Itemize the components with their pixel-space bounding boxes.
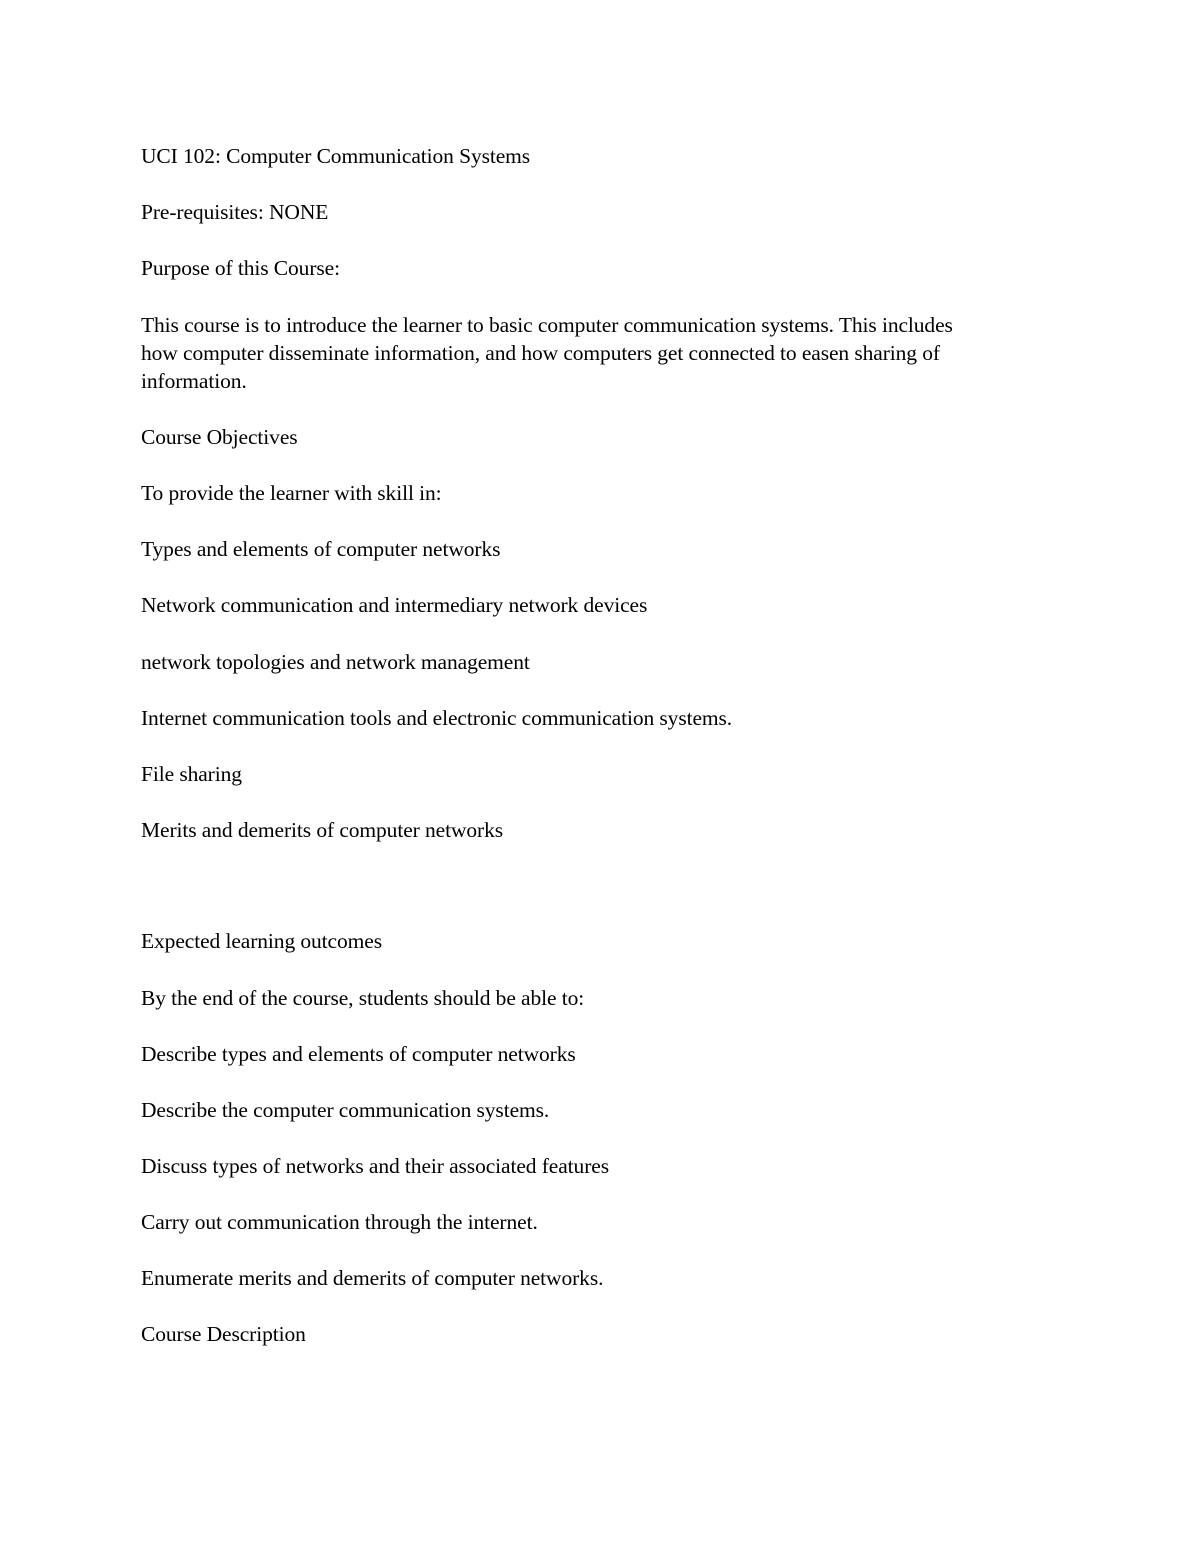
- objectives-heading: Course Objectives: [141, 425, 298, 449]
- course-title: UCI 102: Computer Communication Systems: [141, 144, 531, 168]
- objectives-intro: To provide the learner with skill in:: [141, 481, 442, 505]
- outcome-item: Discuss types of networks and their associated features: [141, 1154, 609, 1178]
- objective-item: Merits and demerits of computer networks: [141, 818, 504, 842]
- objective-item: File sharing: [141, 762, 242, 786]
- prerequisites: Pre-requisites: NONE: [141, 200, 329, 224]
- purpose-paragraph: [141, 311, 1061, 395]
- objective-item: Network communication and intermediary network devices: [141, 593, 648, 617]
- purpose-line: how computer disseminate information, and how computers get connected to easen sharing of: [141, 341, 940, 365]
- objective-item: network topologies and network management: [141, 650, 530, 674]
- objective-item: Internet communication tools and electronic communication systems.: [141, 706, 733, 730]
- outcomes-heading: Expected learning outcomes: [141, 929, 382, 953]
- objective-item: Types and elements of computer networks: [141, 537, 501, 561]
- outcome-item: Carry out communication through the internet.: [141, 1210, 538, 1234]
- description-heading: Course Description: [141, 1322, 306, 1346]
- purpose-heading: Purpose of this Course:: [141, 256, 340, 280]
- outcome-item: Enumerate merits and demerits of computer networks.: [141, 1266, 604, 1290]
- outcome-item: Describe types and elements of computer networks: [141, 1042, 576, 1066]
- outcome-item: Describe the computer communication systems.: [141, 1098, 550, 1122]
- purpose-line: information.: [141, 369, 247, 393]
- purpose-line: This course is to introduce the learner to basic computer communication systems. This includes: [141, 313, 953, 337]
- outcomes-intro: By the end of the course, students should be able to:: [141, 986, 585, 1010]
